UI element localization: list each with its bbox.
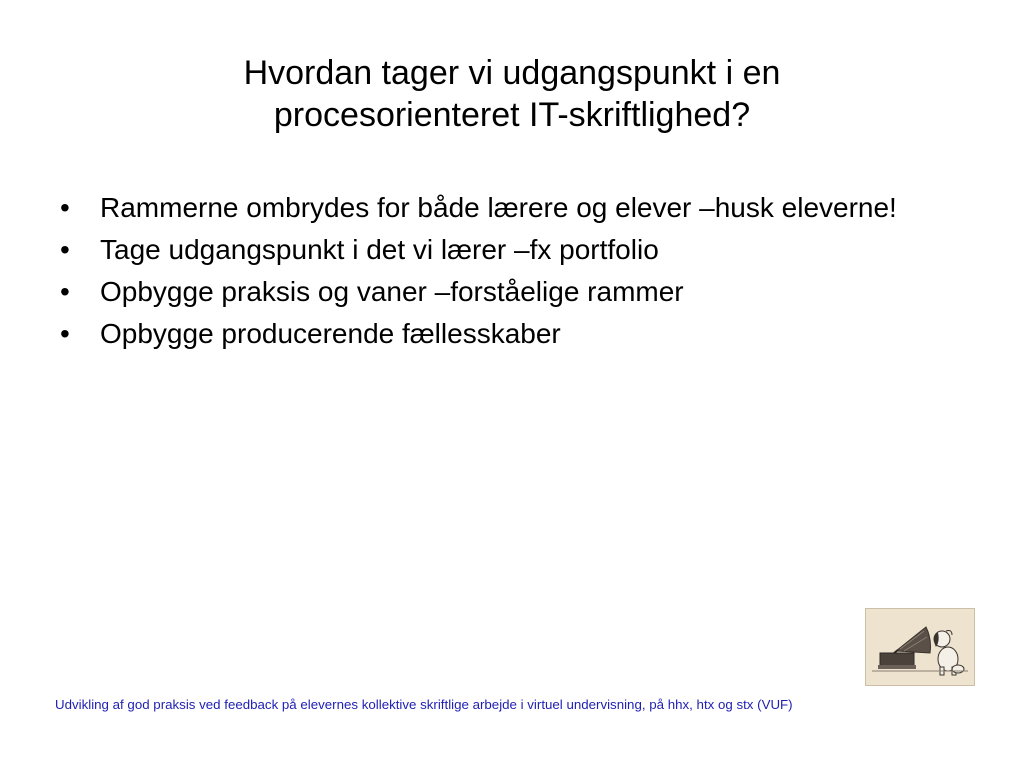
bullet-icon: • <box>60 234 70 265</box>
title-line-1: Hvordan tager vi udgangspunkt i en <box>243 54 781 92</box>
bullet-text: Rammerne ombrydes for både lærere og elever –husk eleverne! <box>100 192 897 223</box>
bullet-item <box>60 275 960 309</box>
bullet-list <box>60 191 960 359</box>
bullet-icon: • <box>60 192 70 223</box>
bullet-text: Opbygge praksis og vaner –forståelige rammer <box>100 276 684 307</box>
title-line-2: procesorienteret IT-skriftlighed? <box>273 96 751 134</box>
bullet-icon: • <box>60 276 70 307</box>
gramophone-dog-icon <box>865 608 975 686</box>
bullet-text: Opbygge producerende fællesskaber <box>100 318 561 349</box>
bullet-text: Tage udgangspunkt i det vi lærer –fx portfolio <box>100 234 659 265</box>
bullet-icon: • <box>60 318 70 349</box>
slide-title <box>112 52 912 136</box>
bullet-item <box>60 233 960 267</box>
bullet-item <box>60 191 960 225</box>
footer-text: Udvikling af god praksis ved feedback på elevernes kollektive skriftlige arbejde i virtuel undervisning, på hhx, htx og stx (VUF) <box>55 697 793 712</box>
bullet-item <box>60 317 960 351</box>
